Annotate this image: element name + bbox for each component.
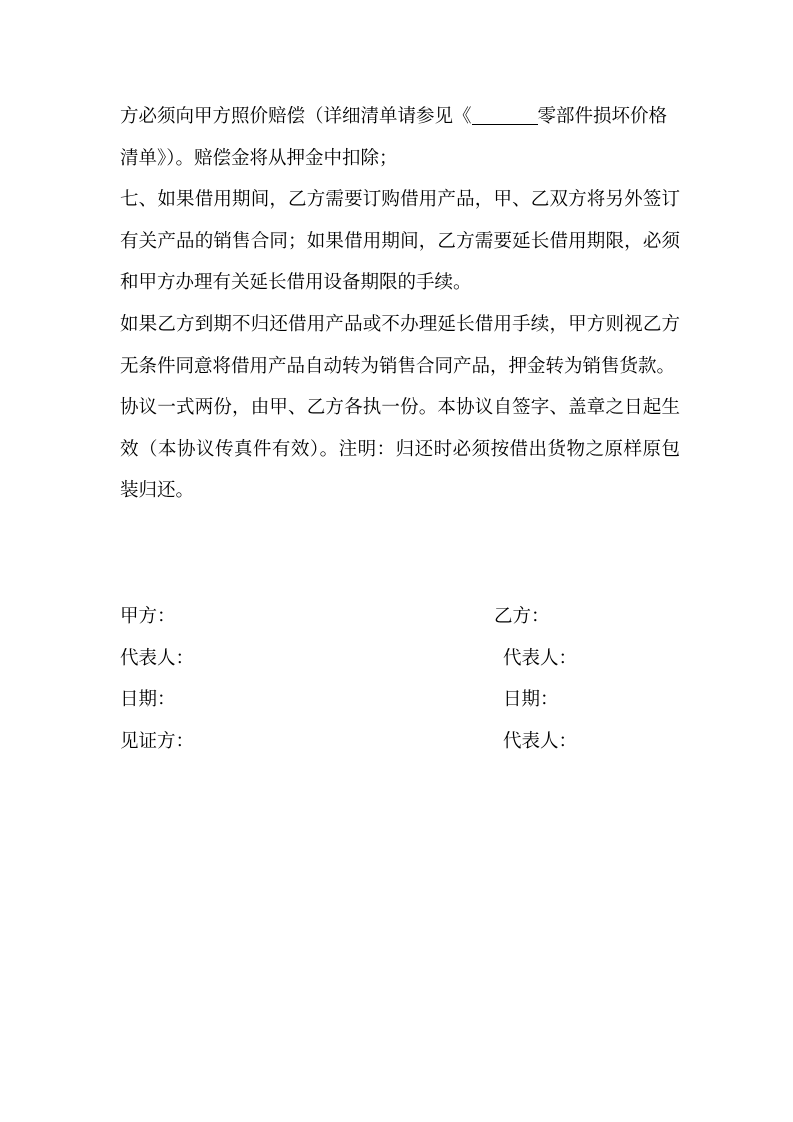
party-b-representative: 代表人： bbox=[503, 648, 578, 669]
agreement-body bbox=[120, 96, 680, 512]
party-b-date: 日期： bbox=[503, 689, 559, 710]
compensation-text-after-blank: 零部件损坏价格 bbox=[537, 106, 668, 127]
compensation-text-line2: 清单》）。赔偿金将从押金中扣除； bbox=[120, 147, 398, 169]
clause-overdue: 如果乙方到期不归还借用产品或不办理延长借用手续，甲方则视乙方无条件同意将借用产品自动转为销售合同产品，押金转为销售货款。 bbox=[120, 313, 680, 377]
clause-compensation bbox=[120, 96, 680, 179]
party-a-representative: 代表人： bbox=[120, 648, 195, 669]
compensation-text-before-blank: 方必须向甲方照价赔偿（详细清单请参见《 bbox=[120, 106, 472, 127]
clause-7: 七、如果借用期间，乙方需要订购借用产品，甲、乙双方将另外签订有关产品的销售合同；如果借用期间，乙方需要延长借用期限，必须和甲方办理有关延长借用设备期限的手续。 bbox=[120, 189, 680, 294]
party-b-label: 乙方： bbox=[494, 606, 550, 627]
blank-underline bbox=[472, 106, 538, 125]
party-a-date: 日期： bbox=[120, 689, 176, 710]
clause-copies: 协议一式两份，由甲、乙方各执一份。本协议自签字、盖章之日起生效（本协议传真件有效）。注明：归还时必须按借出货物之原样原包装归还。 bbox=[120, 397, 680, 502]
witness-label: 见证方： bbox=[120, 731, 195, 752]
witness-representative: 代表人： bbox=[503, 731, 578, 752]
party-a-label: 甲方： bbox=[120, 606, 176, 627]
